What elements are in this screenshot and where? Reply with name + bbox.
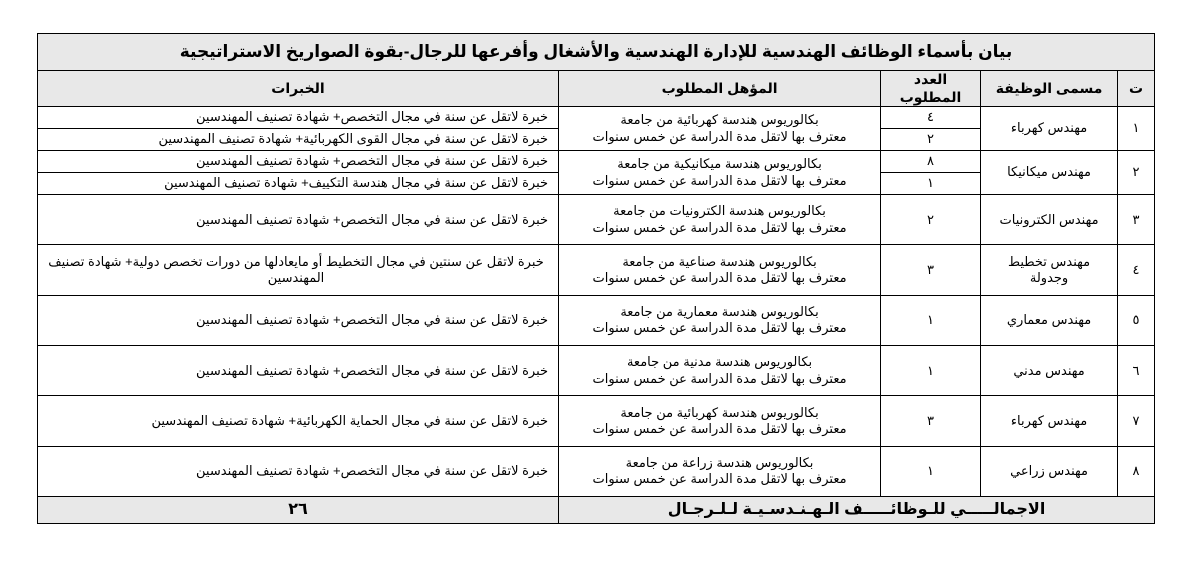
header-experience: الخبرات (38, 71, 559, 107)
qualification-line-2: معترف بها لاتقل مدة الدراسة عن خمس سنوات (592, 370, 847, 386)
row-job: مهندس تخطيط وجدولة (981, 245, 1118, 295)
row-job: مهندس الكترونيات (981, 195, 1118, 245)
row-num: ٥ (1118, 295, 1155, 345)
qualification-line-2: معترف بها لاتقل مدة الدراسة عن خمس سنوات (592, 219, 847, 235)
qualification-line-1: بكالوريوس هندسة الكترونيات من جامعة (613, 203, 826, 219)
row-num: ١ (1118, 107, 1155, 151)
qualification-line-1: بكالوريوس هندسة مدنية من جامعة (626, 354, 813, 370)
row-count: ١ (881, 173, 981, 195)
row-job: مهندس زراعي (981, 446, 1118, 496)
row-job: مهندس مدني (981, 345, 1118, 395)
row-count: ٢ (881, 129, 981, 151)
qualification-line-2: معترف بها لاتقل مدة الدراسة عن خمس سنوات (592, 128, 847, 144)
row-experience: خبرة لاتقل عن سنة في مجال التخصص+ شهادة تصنيف المهندسين (38, 345, 559, 395)
table-title: بيان بأسماء الوظائف الهندسية للإدارة الهندسية والأشغال وأفرعها للرجال-بقوة الصواريخ الاستراتيجية (38, 34, 1155, 71)
table-row (38, 345, 1155, 395)
row-qualification (559, 245, 881, 295)
header-count: العدد المطلوب (881, 71, 981, 107)
row-count: ١ (881, 295, 981, 345)
table-row (38, 295, 1155, 345)
table-row (38, 446, 1155, 496)
row-qualification (559, 107, 881, 151)
table-row (38, 245, 1155, 295)
row-qualification (559, 396, 881, 446)
row-count: ٤ (881, 107, 981, 129)
row-num: ٨ (1118, 446, 1155, 496)
qualification-line-1: بكالوريوس هندسة صناعية من جامعة (622, 253, 817, 269)
qualification-line-2: معترف بها لاتقل مدة الدراسة عن خمس سنوات (592, 269, 847, 285)
row-experience: خبرة لاتقل عن سنتين في مجال التخطيط أو مايعادلها من دورات تخصص دولية+ شهادة تصنيف المهندسين (38, 245, 559, 295)
row-job: مهندس ميكانيكا (981, 151, 1118, 195)
row-experience: خبرة لاتقل عن سنة في مجال التخصص+ شهادة تصنيف المهندسين (38, 151, 559, 173)
table-row (38, 396, 1155, 446)
row-qualification (559, 446, 881, 496)
qualification-line-2: معترف بها لاتقل مدة الدراسة عن خمس سنوات (592, 471, 847, 487)
row-num: ٤ (1118, 245, 1155, 295)
qualification-line-2: معترف بها لاتقل مدة الدراسة عن خمس سنوات (592, 420, 847, 436)
qualification-line-1: بكالوريوس هندسة معمارية من جامعة (620, 304, 819, 320)
row-count: ١ (881, 345, 981, 395)
row-qualification (559, 151, 881, 195)
table-row (38, 151, 1155, 173)
qualification-line-1: بكالوريوس هندسة زراعة من جامعة (625, 455, 814, 471)
header-qualification: المؤهل المطلوب (559, 71, 881, 107)
qualification-line-1: بكالوريوس هندسة كهربائية من جامعة (620, 404, 819, 420)
row-experience: خبرة لاتقل عن سنة في مجال التخصص+ شهادة تصنيف المهندسين (38, 107, 559, 129)
row-qualification (559, 345, 881, 395)
row-qualification (559, 295, 881, 345)
table-row (38, 195, 1155, 245)
row-count: ٣ (881, 245, 981, 295)
row-experience: خبرة لاتقل عن سنة في مجال هندسة التكييف+ شهادة تصنيف المهندسين (38, 173, 559, 195)
row-experience: خبرة لاتقل عن سنة في مجال الحماية الكهربائية+ شهادة تصنيف المهندسين (38, 396, 559, 446)
row-experience: خبرة لاتقل عن سنة في مجال التخصص+ شهادة تصنيف المهندسين (38, 195, 559, 245)
row-job: مهندس كهرباء (981, 396, 1118, 446)
row-experience: خبرة لاتقل عن سنة في مجال القوى الكهربائية+ شهادة تصنيف المهندسين (38, 129, 559, 151)
header-job: مسمى الوظيفة (981, 71, 1118, 107)
row-count: ٣ (881, 396, 981, 446)
table-row (38, 107, 1155, 129)
row-num: ٦ (1118, 345, 1155, 395)
total-value: ٢٦ (38, 497, 559, 524)
qualification-line-1: بكالوريوس هندسة ميكانيكية من جامعة (617, 156, 822, 172)
qualification-line-2: معترف بها لاتقل مدة الدراسة عن خمس سنوات (592, 172, 847, 188)
total-label: الاجمالـــــي للـوظائـــــف الـهـنـدسـيـة لـلـرجـال (559, 497, 1155, 524)
jobs-table (37, 33, 1155, 524)
row-num: ٢ (1118, 151, 1155, 195)
row-experience: خبرة لاتقل عن سنة في مجال التخصص+ شهادة تصنيف المهندسين (38, 295, 559, 345)
row-qualification (559, 195, 881, 245)
row-count: ١ (881, 446, 981, 496)
header-num: ت (1118, 71, 1155, 107)
row-job: مهندس معماري (981, 295, 1118, 345)
row-num: ٧ (1118, 396, 1155, 446)
row-count: ٨ (881, 151, 981, 173)
row-experience: خبرة لاتقل عن سنة في مجال التخصص+ شهادة تصنيف المهندسين (38, 446, 559, 496)
qualification-line-2: معترف بها لاتقل مدة الدراسة عن خمس سنوات (592, 320, 847, 336)
row-job: مهندس كهرباء (981, 107, 1118, 151)
row-count: ٢ (881, 195, 981, 245)
qualification-line-1: بكالوريوس هندسة كهربائية من جامعة (620, 112, 819, 128)
row-num: ٣ (1118, 195, 1155, 245)
